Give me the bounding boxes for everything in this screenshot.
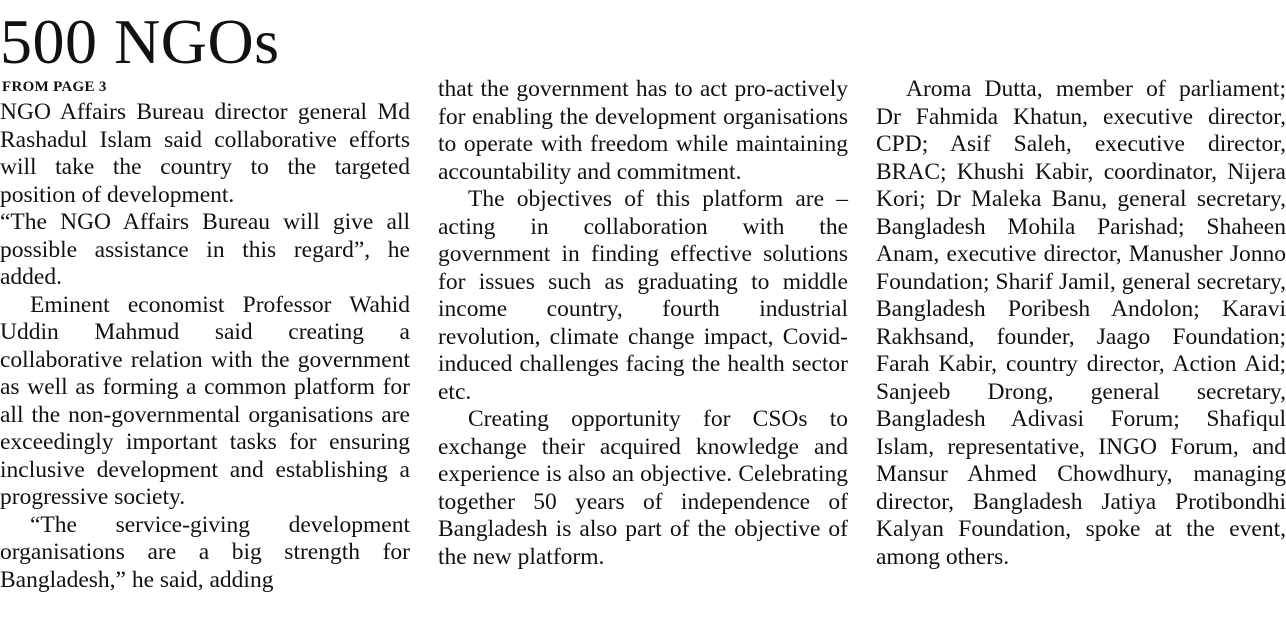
article-column-2: [438, 76, 848, 571]
paragraph: “The NGO Affairs Bureau will give all possible assistance in this regard”, he added.: [0, 209, 410, 290]
paragraph: Creating opportunity for CSOs to exchange their acquired knowledge and experience is also an objective. Celebrating together 50 years of independence of Bangladesh is also part of the objective of the new platform.: [438, 406, 848, 570]
paragraph: The objectives of this platform are – acting in collaboration with the government in finding effective solutions for issues such as graduating to middle income country, fourth industrial revolution, climate change impact, Covid-induced challenges facing the health sector etc.: [438, 186, 848, 405]
paragraph: that the government has to act pro-actively for enabling the development organisations to operate with freedom while maintaining accountability and commitment.: [438, 76, 848, 185]
paragraph: NGO Affairs Bureau director general Md Rashadul Islam said collaborative efforts will take the country to the targeted position of development.: [0, 99, 410, 208]
paragraph: Aroma Dutta, member of parliament; Dr Fahmida Khatun, executive director, CPD; Asif Saleh, executive director, BRAC; Khushi Kabir, coordinator, Nijera Kori; Dr Maleka Banu, general secretary, Bangladesh Mohila Parishad; Shaheen Anam, executive director, Manusher Jonno Foundation; Sharif Jamil, general secretary, Bangladesh Poribesh Andolon; Karavi Rakhsand, founder, Jaago Foundation; Farah Kabir, country director, Action Aid; Sanjeeb Drong, general secretary, Bangladesh Adivasi Forum; Shafiqul Islam, representative, INGO Forum, and Mansur Ahmed Chowdhury, managing director, Bangladesh Jatiya Protibondhi Kalyan Foundation, spoke at the event, among others.: [876, 76, 1286, 570]
paragraph: “The service-giving development organisations are a big strength for Bangladesh,” he said, adding: [0, 511, 410, 593]
article-column-1: [0, 99, 410, 594]
headline: 500 NGOs: [0, 6, 280, 77]
continuation-label: FROM PAGE 3: [2, 79, 107, 95]
article-column-3: [876, 76, 1286, 571]
paragraph: Eminent economist Professor Wahid Uddin Mahmud said creating a collaborative relation with the government as well as forming a common platform for all the non-governmental organisations are exceedingly important tasks for ensuring inclusive development and establishing a progressive society.: [0, 291, 410, 510]
